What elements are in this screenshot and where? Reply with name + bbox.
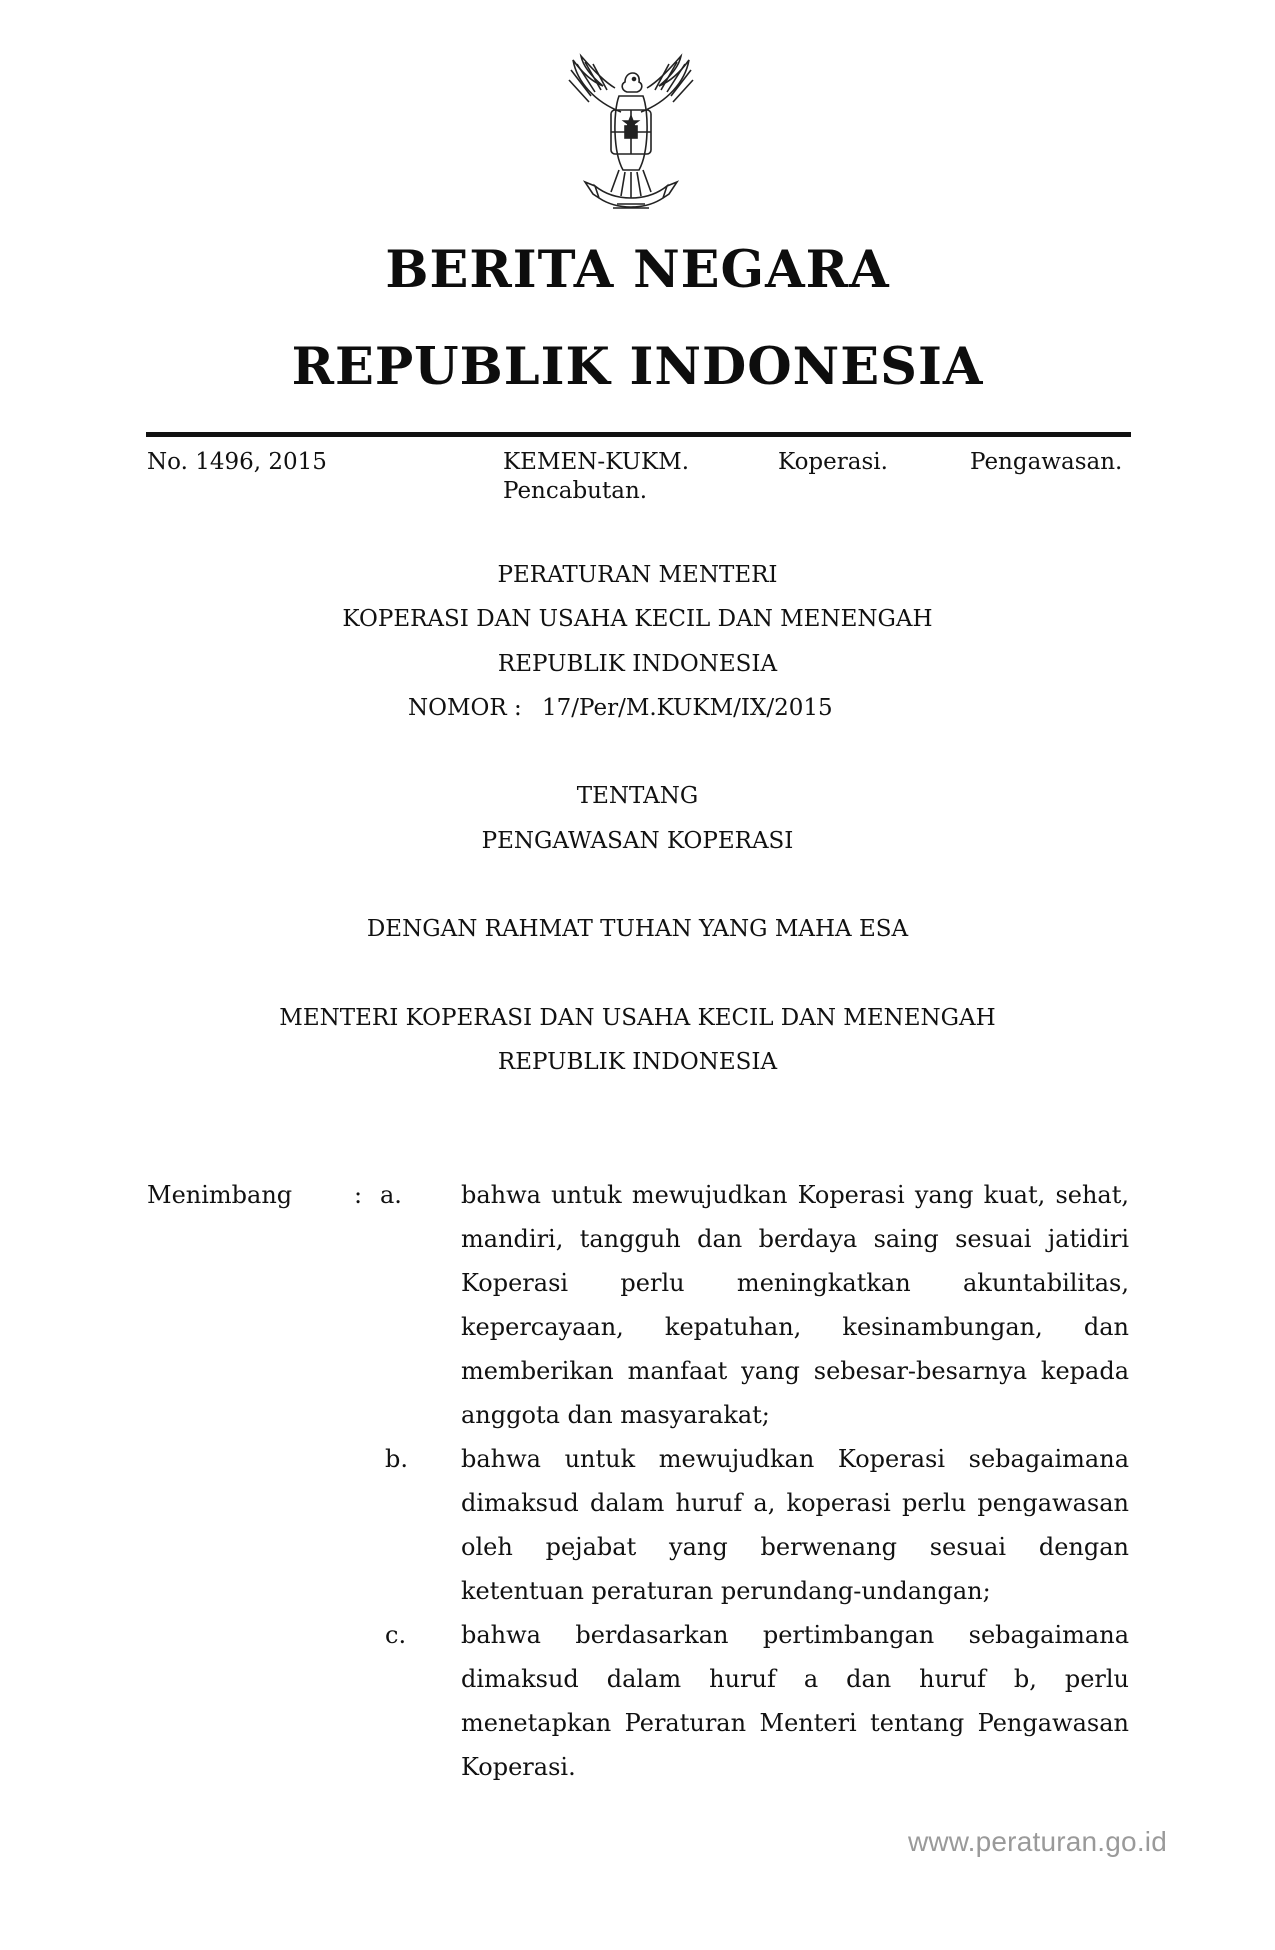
item-line: kepercayaan, kepatuhan, kesinambungan, dan [461, 1313, 1129, 1341]
item-line: oleh pejabat yang berwenang sesuai dengan [461, 1533, 1129, 1561]
gazette-number: No. 1496, 2015 [147, 449, 327, 475]
minister-line2: REPUBLIK INDONESIA [497, 1049, 778, 1075]
item-line: mandiri, tangguh dan berdaya saing sesuai jatidiri [461, 1225, 1129, 1253]
subject-part2: Koperasi. [778, 449, 888, 475]
item-marker: a. [380, 1181, 402, 1209]
subject-part4: Pencabutan. [503, 478, 648, 504]
item-line: dimaksud dalam huruf a dan huruf b, perlu [461, 1665, 1129, 1693]
item-line: bahwa untuk mewujudkan Koperasi yang kuat, sehat, [461, 1181, 1129, 1209]
item-line: bahwa untuk mewujudkan Koperasi sebagaimana [461, 1445, 1129, 1473]
item-line: Koperasi perlu meningkatkan akuntabilitas, [461, 1269, 1129, 1297]
item-line: menetapkan Peraturan Menteri tentang Pengawasan [461, 1709, 1129, 1737]
about-title: PENGAWASAN KOPERASI [481, 828, 794, 854]
regulation-line3: REPUBLIK INDONESIA [497, 651, 778, 677]
considering-colon: : [354, 1181, 363, 1209]
item-line: memberikan manfaat yang sebesar-besarnya kepada [461, 1357, 1129, 1385]
regulation-number-label: NOMOR : [408, 695, 522, 721]
header-divider [146, 432, 1131, 437]
minister-line1: MENTERI KOPERASI DAN USAHA KECIL DAN MENENGAH [279, 1005, 996, 1031]
item-line: dimaksud dalam huruf a, koperasi perlu pengawasan [461, 1489, 1129, 1517]
item-marker: c. [385, 1621, 407, 1649]
regulation-line2: KOPERASI DAN USAHA KECIL DAN MENENGAH [342, 606, 933, 632]
item-line: ketentuan peraturan perundang-undangan; [461, 1577, 991, 1605]
regulation-line1: PERATURAN MENTERI [497, 562, 778, 588]
subject-part3: Pengawasan. [970, 449, 1123, 475]
item-line: bahwa berdasarkan pertimbangan sebagaimana [461, 1621, 1129, 1649]
about-label: TENTANG [576, 783, 699, 809]
subject-part1: KEMEN-KUKM. [503, 449, 689, 475]
gazette-title: BERITA NEGARA [385, 240, 890, 300]
garuda-pancasila-emblem-icon [555, 52, 707, 218]
item-marker: b. [385, 1445, 408, 1473]
considering-label: Menimbang [147, 1181, 293, 1209]
gazette-subtitle: REPUBLIK INDONESIA [291, 337, 984, 397]
item-line: Koperasi. [461, 1753, 576, 1781]
item-line: anggota dan masyarakat; [461, 1401, 770, 1429]
source-watermark: www.peraturan.go.id [907, 1826, 1167, 1857]
blessing-line: DENGAN RAHMAT TUHAN YANG MAHA ESA [366, 916, 909, 942]
regulation-number: 17/Per/M.KUKM/IX/2015 [542, 695, 833, 721]
